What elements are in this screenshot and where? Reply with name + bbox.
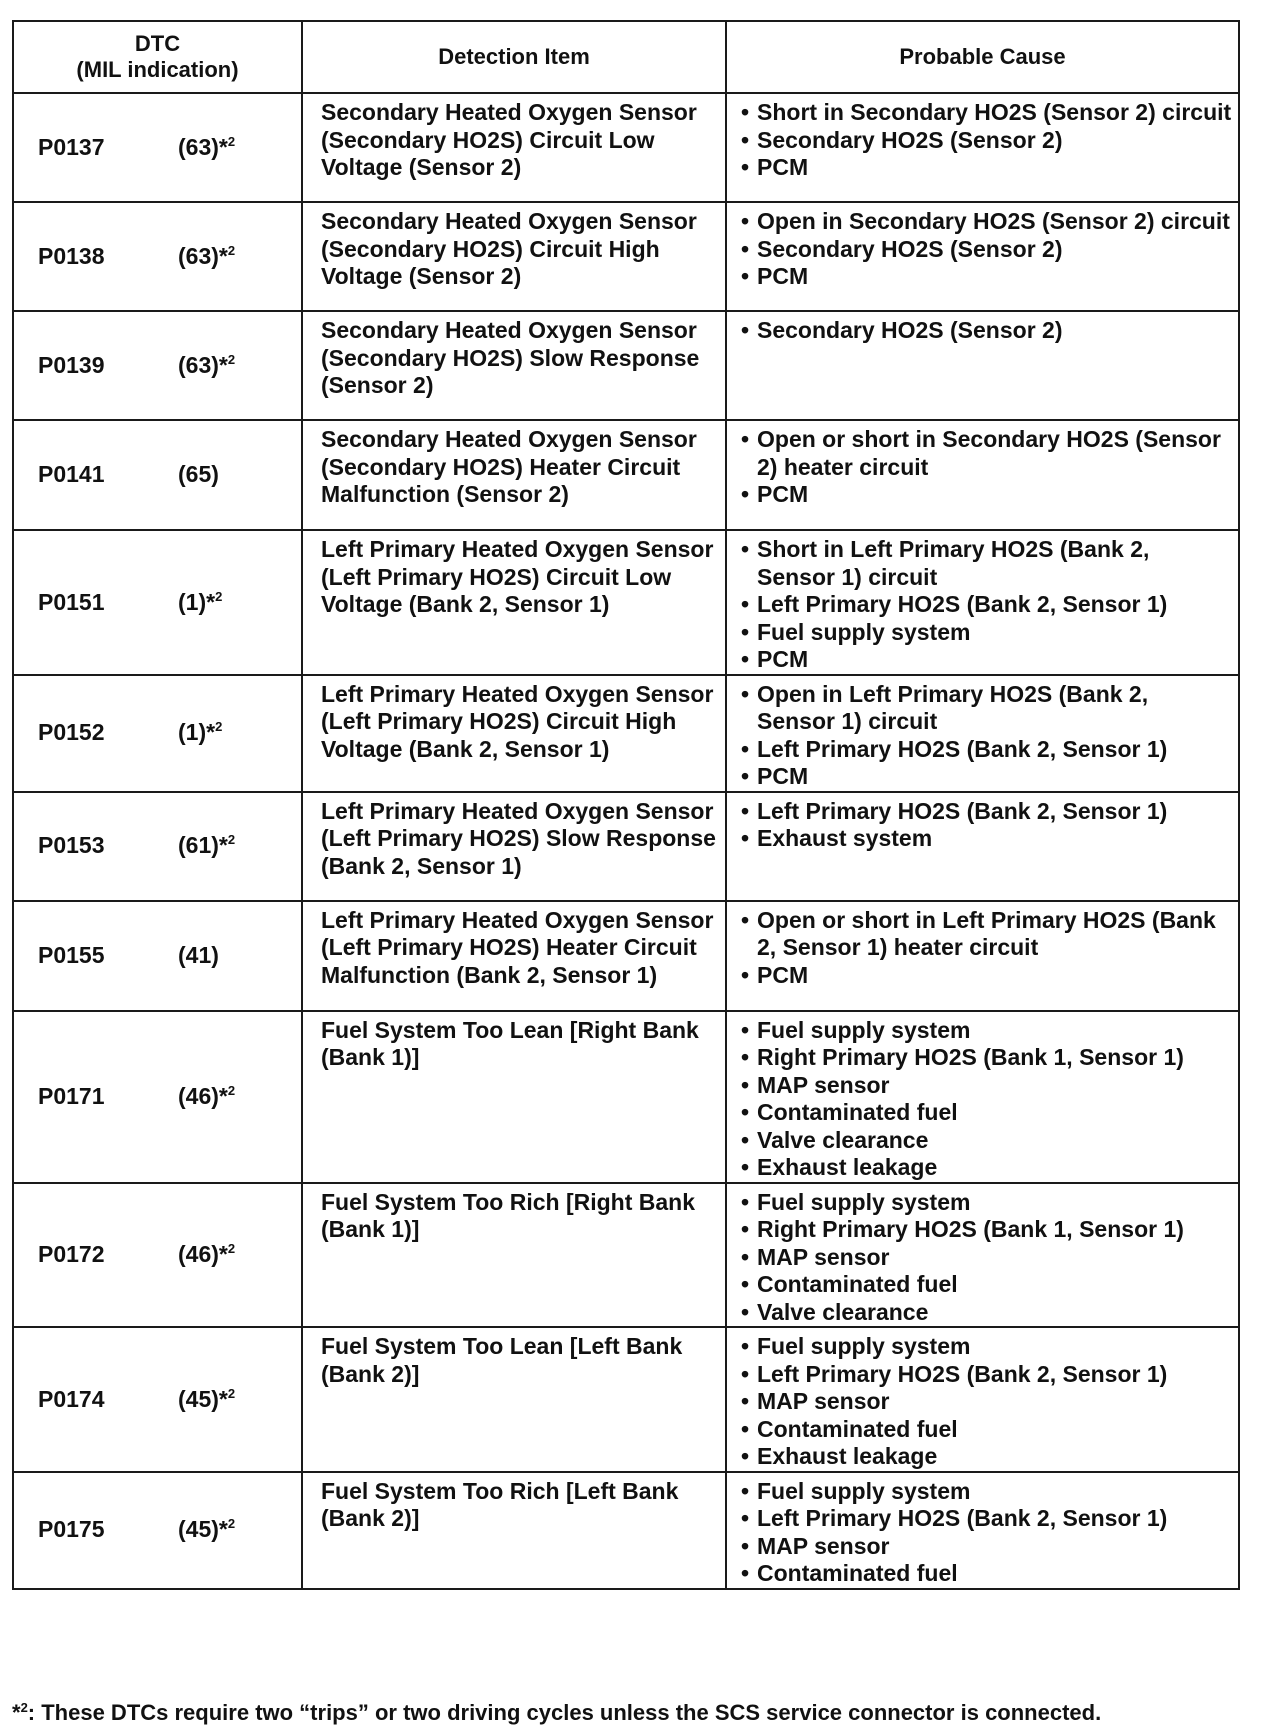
cause-item: • Short in Left Primary HO2S (Bank 2, Sensor 1) circuit (739, 536, 1232, 591)
cause-item: • PCM (739, 962, 1232, 990)
mil-value: (63)* (178, 351, 228, 378)
mil-value: (65) (178, 461, 219, 488)
footnote (12, 1700, 1101, 1726)
cause-item: • Left Primary HO2S (Bank 2, Sensor 1) (739, 1361, 1232, 1389)
cause-item: • PCM (739, 646, 1232, 674)
mil-indication (178, 243, 235, 269)
cause-item: • Valve clearance (739, 1299, 1232, 1327)
footnote-ref: 2 (227, 1082, 236, 1098)
cause-item: • PCM (739, 263, 1232, 291)
dtc-code: P0174 (38, 1385, 105, 1412)
cause-item: • Fuel supply system (739, 1189, 1232, 1217)
mil-value: (61)* (178, 832, 228, 859)
cause-item: • Contaminated fuel (739, 1416, 1232, 1444)
cause-item: • Left Primary HO2S (Bank 2, Sensor 1) (739, 1505, 1232, 1533)
table-row (13, 420, 1239, 530)
probable-cause-cell (726, 792, 1239, 901)
probable-cause-cell (726, 93, 1239, 202)
probable-cause-cell (726, 1327, 1239, 1472)
dtc-code: P0152 (38, 719, 105, 746)
mil-value: (45)* (178, 1516, 228, 1543)
dtc-code: P0141 (38, 461, 105, 488)
cause-list (739, 1333, 1232, 1471)
table-row (13, 1183, 1239, 1328)
mil-value: (41) (178, 941, 219, 968)
detection-item: Left Primary Heated Oxygen Sensor (Left Primary HO2S) Circuit High Voltage (Bank 2, Sensor 1) (302, 675, 726, 792)
cause-item: • Fuel supply system (739, 1333, 1232, 1361)
table-row (13, 675, 1239, 792)
cause-item: • Secondary HO2S (Sensor 2) (739, 317, 1232, 345)
mil-indication (178, 134, 235, 160)
table-row (13, 1472, 1239, 1589)
footnote-ref: 2 (227, 1241, 236, 1256)
table-row (13, 311, 1239, 420)
cause-list (739, 536, 1232, 674)
footnote-marker: * (12, 1700, 21, 1725)
footnote-ref: 2 (215, 719, 223, 735)
mil-value: (63)* (178, 242, 228, 269)
dtc-cell (13, 1183, 302, 1328)
detection-item: Fuel System Too Rich [Right Bank (Bank 1)] (302, 1183, 726, 1328)
header-probable-cause: Probable Cause (726, 21, 1239, 93)
cause-item: • Fuel supply system (739, 619, 1232, 647)
cause-list (739, 317, 1232, 345)
dtc-cell (13, 93, 302, 202)
cause-item: • Open or short in Left Primary HO2S (Bank 2, Sensor 1) heater circuit (739, 907, 1232, 962)
detection-item: Secondary Heated Oxygen Sensor (Secondary HO2S) Circuit Low Voltage (Sensor 2) (302, 93, 726, 202)
mil-indication (178, 832, 235, 858)
mil-indication (178, 461, 219, 487)
probable-cause-cell (726, 1183, 1239, 1328)
footnote-ref: 2 (227, 1516, 236, 1532)
cause-item: • PCM (739, 763, 1232, 791)
dtc-cell (13, 901, 302, 1011)
cause-item: • MAP sensor (739, 1533, 1232, 1561)
dtc-cell (13, 1327, 302, 1472)
dtc-code: P0153 (38, 832, 105, 859)
footnote-ref: 2 (227, 133, 236, 149)
probable-cause-cell (726, 901, 1239, 1011)
cause-item: • Right Primary HO2S (Bank 1, Sensor 1) (739, 1044, 1232, 1072)
cause-list (739, 1189, 1232, 1327)
mil-value: (46)* (178, 1241, 228, 1267)
mil-value: (1)* (178, 588, 216, 615)
dtc-code: P0138 (38, 242, 105, 269)
dtc-code: P0137 (38, 133, 105, 160)
cause-item: • Valve clearance (739, 1127, 1232, 1155)
dtc-code: P0171 (38, 1082, 105, 1109)
cause-item: • Contaminated fuel (739, 1271, 1232, 1299)
probable-cause-cell (726, 675, 1239, 792)
mil-indication (178, 1516, 235, 1542)
cause-item: • Left Primary HO2S (Bank 2, Sensor 1) (739, 736, 1232, 764)
dtc-table (12, 20, 1240, 1590)
footnote-ref: 2 (227, 832, 236, 848)
cause-item: • PCM (739, 481, 1232, 509)
dtc-cell (13, 530, 302, 675)
mil-indication (178, 719, 222, 745)
footnote-number: 2 (20, 1700, 28, 1715)
cause-list (739, 1478, 1232, 1588)
detection-item: Left Primary Heated Oxygen Sensor (Left Primary HO2S) Slow Response (Bank 2, Sensor 1) (302, 792, 726, 901)
cause-item: • Secondary HO2S (Sensor 2) (739, 127, 1232, 155)
cause-item: • MAP sensor (739, 1072, 1232, 1100)
table-row (13, 792, 1239, 901)
cause-list (739, 907, 1232, 990)
mil-value: (1)* (178, 719, 216, 746)
dtc-cell (13, 675, 302, 792)
header-dtc-line1: DTC (134, 31, 181, 56)
mil-indication (178, 1241, 235, 1267)
cause-item: • Open in Secondary HO2S (Sensor 2) circuit (739, 208, 1232, 236)
cause-list (739, 208, 1232, 291)
mil-value: (45)* (178, 1385, 228, 1412)
footnote-ref: 2 (215, 588, 223, 604)
footnote-text: : These DTCs require two “trips” or two driving cycles unless the SCS service connector is connected. (27, 1700, 1102, 1725)
probable-cause-cell (726, 530, 1239, 675)
cause-item: • MAP sensor (739, 1388, 1232, 1416)
probable-cause-cell (726, 420, 1239, 530)
cause-item: • Exhaust leakage (739, 1443, 1232, 1471)
cause-item: • MAP sensor (739, 1244, 1232, 1272)
cause-item: • Fuel supply system (739, 1478, 1232, 1506)
detection-item: Fuel System Too Rich [Left Bank (Bank 2)] (302, 1472, 726, 1589)
cause-item: • Exhaust leakage (739, 1154, 1232, 1182)
table-row (13, 1327, 1239, 1472)
cause-item: • Fuel supply system (739, 1017, 1232, 1045)
mil-value: (63)* (178, 133, 228, 160)
detection-item: Secondary Heated Oxygen Sensor (Secondary HO2S) Slow Response (Sensor 2) (302, 311, 726, 420)
dtc-cell (13, 311, 302, 420)
dtc-code: P0175 (38, 1516, 105, 1543)
cause-list (739, 681, 1232, 791)
cause-item: • Exhaust system (739, 825, 1232, 853)
mil-indication (178, 589, 222, 615)
header-detection-item: Detection Item (302, 21, 726, 93)
cause-item: • Open in Left Primary HO2S (Bank 2, Sensor 1) circuit (739, 681, 1232, 736)
detection-item: Fuel System Too Lean [Right Bank (Bank 1)] (302, 1011, 726, 1183)
cause-item: • Left Primary HO2S (Bank 2, Sensor 1) (739, 798, 1232, 826)
mil-value: (46)* (178, 1082, 228, 1109)
mil-indication (178, 352, 235, 378)
cause-list (739, 99, 1232, 182)
header-dtc (13, 21, 302, 93)
probable-cause-cell (726, 1472, 1239, 1589)
table-row (13, 530, 1239, 675)
dtc-cell (13, 202, 302, 311)
probable-cause-cell (726, 311, 1239, 420)
cause-item: • Open or short in Secondary HO2S (Sensor 2) heater circuit (739, 426, 1232, 481)
table-row (13, 93, 1239, 202)
cause-list (739, 1017, 1232, 1182)
cause-item: • PCM (739, 154, 1232, 182)
cause-list (739, 798, 1232, 853)
cause-item: • Contaminated fuel (739, 1099, 1232, 1127)
footnote-ref: 2 (227, 1385, 236, 1401)
footnote-ref: 2 (227, 351, 236, 367)
footnote-ref: 2 (227, 242, 236, 258)
header-dtc-line2: (MIL indication) (76, 57, 239, 82)
cause-item: • Secondary HO2S (Sensor 2) (739, 236, 1232, 264)
dtc-cell (13, 1011, 302, 1183)
cause-item: • Left Primary HO2S (Bank 2, Sensor 1) (739, 591, 1232, 619)
dtc-cell (13, 420, 302, 530)
dtc-cell (13, 1472, 302, 1589)
cause-item: • Short in Secondary HO2S (Sensor 2) circuit (739, 99, 1232, 127)
mil-indication (178, 942, 219, 968)
table-row (13, 1011, 1239, 1183)
table-row (13, 901, 1239, 1011)
detection-item: Secondary Heated Oxygen Sensor (Secondary HO2S) Circuit High Voltage (Sensor 2) (302, 202, 726, 311)
probable-cause-cell (726, 1011, 1239, 1183)
detection-item: Left Primary Heated Oxygen Sensor (Left Primary HO2S) Circuit Low Voltage (Bank 2, Sensor 1) (302, 530, 726, 675)
cause-item: • Right Primary HO2S (Bank 1, Sensor 1) (739, 1216, 1232, 1244)
detection-item: Fuel System Too Lean [Left Bank (Bank 2)] (302, 1327, 726, 1472)
probable-cause-cell (726, 202, 1239, 311)
dtc-cell (13, 792, 302, 901)
header-row (13, 21, 1239, 93)
table-body (13, 93, 1239, 1589)
cause-item: • Contaminated fuel (739, 1560, 1232, 1588)
detection-item: Left Primary Heated Oxygen Sensor (Left Primary HO2S) Heater Circuit Malfunction (Bank 2, Sensor 1) (302, 901, 726, 1011)
mil-indication (178, 1083, 235, 1109)
dtc-code: P0139 (38, 351, 105, 378)
table-row (13, 202, 1239, 311)
dtc-code: P0155 (38, 941, 105, 968)
mil-indication (178, 1386, 235, 1412)
dtc-code: P0172 (38, 1241, 105, 1267)
detection-item: Secondary Heated Oxygen Sensor (Secondary HO2S) Heater Circuit Malfunction (Sensor 2) (302, 420, 726, 530)
dtc-code: P0151 (38, 588, 105, 615)
cause-list (739, 426, 1232, 509)
